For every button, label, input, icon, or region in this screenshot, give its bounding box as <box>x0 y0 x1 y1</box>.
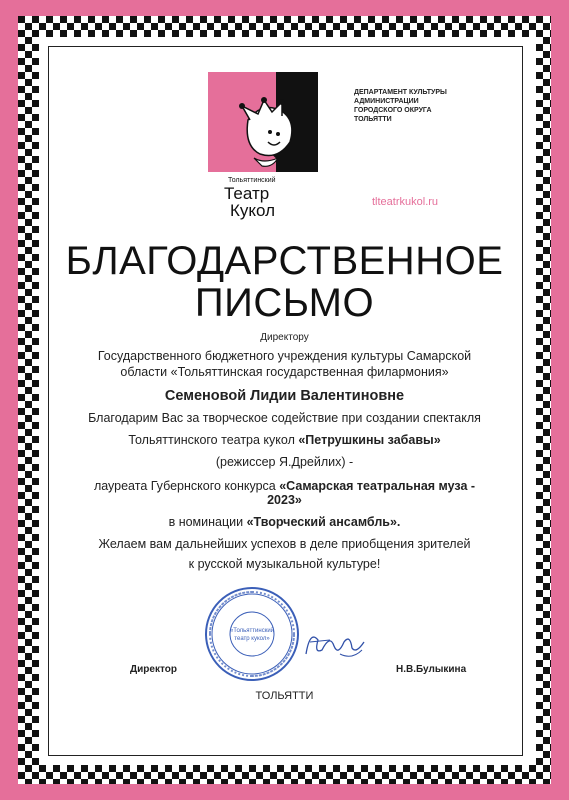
department-block <box>354 88 474 124</box>
nomination-name: «Творческий ансамбль». <box>246 515 401 529</box>
department-line: ТОЛЬЯТТИ <box>354 116 392 123</box>
org-line-2: области «Тольяттинская государственная филармония» <box>120 365 449 379</box>
department-line: ГОРОДСКОГО ОКРУГА <box>354 107 432 114</box>
contest-year: 2023» <box>267 493 302 507</box>
recipient-name: Семеновой Лидии Валентиновне <box>164 388 405 404</box>
department-line: ДЕПАРТАМЕНТ КУЛЬТУРЫ <box>354 89 447 96</box>
theatre-prefix: Тольяттинского театра кукол <box>128 433 299 447</box>
signature <box>300 620 370 670</box>
contest-name: «Самарская театральная муза - <box>279 479 476 493</box>
play-title: «Петрушкины забавы» <box>298 433 441 447</box>
thanks-line: Благодарим Вас за творческое содействие при создании спектакля <box>88 411 481 425</box>
page-title-line1: БЛАГОДАРСТВЕННОЕ <box>65 239 504 283</box>
wish-line-2: к русской музыкальной культуре! <box>188 557 381 571</box>
director-name: Н.В.Булыкина <box>396 664 467 675</box>
director-note: (режиссер Я.Дрейлих) - <box>215 455 354 469</box>
logo-line1: Театр <box>224 184 270 203</box>
official-stamp <box>202 584 302 684</box>
director-label: Директор <box>130 664 177 675</box>
laureate-prefix: лауреата Губернского конкурса <box>93 479 280 493</box>
stamp-text-1: «Тольяттинский <box>229 628 275 634</box>
nomination-line <box>0 514 569 530</box>
logo-line2: Кукол <box>230 201 276 220</box>
city-name: ТОЛЬЯТТИ <box>255 690 314 702</box>
wish-line-1: Желаем вам дальнейших успехов в деле приобщения зрителей <box>98 537 471 551</box>
org-line-1: Государственного бюджетного учреждения культуры Самарской <box>97 349 472 363</box>
page-title-line2: ПИСЬМО <box>194 281 375 325</box>
stamp-text-2: театр кукол» <box>234 636 270 642</box>
department-line: АДМИНИСТРАЦИИ <box>354 98 419 105</box>
logo-small-text: Тольяттинский <box>228 177 276 184</box>
website-text: tlteatrkukol.ru <box>372 196 439 208</box>
addressee-role: Директору <box>260 332 309 343</box>
nomination-prefix: в номинации <box>168 515 247 529</box>
theatre-logo <box>178 60 358 220</box>
theatre-line <box>0 432 569 448</box>
